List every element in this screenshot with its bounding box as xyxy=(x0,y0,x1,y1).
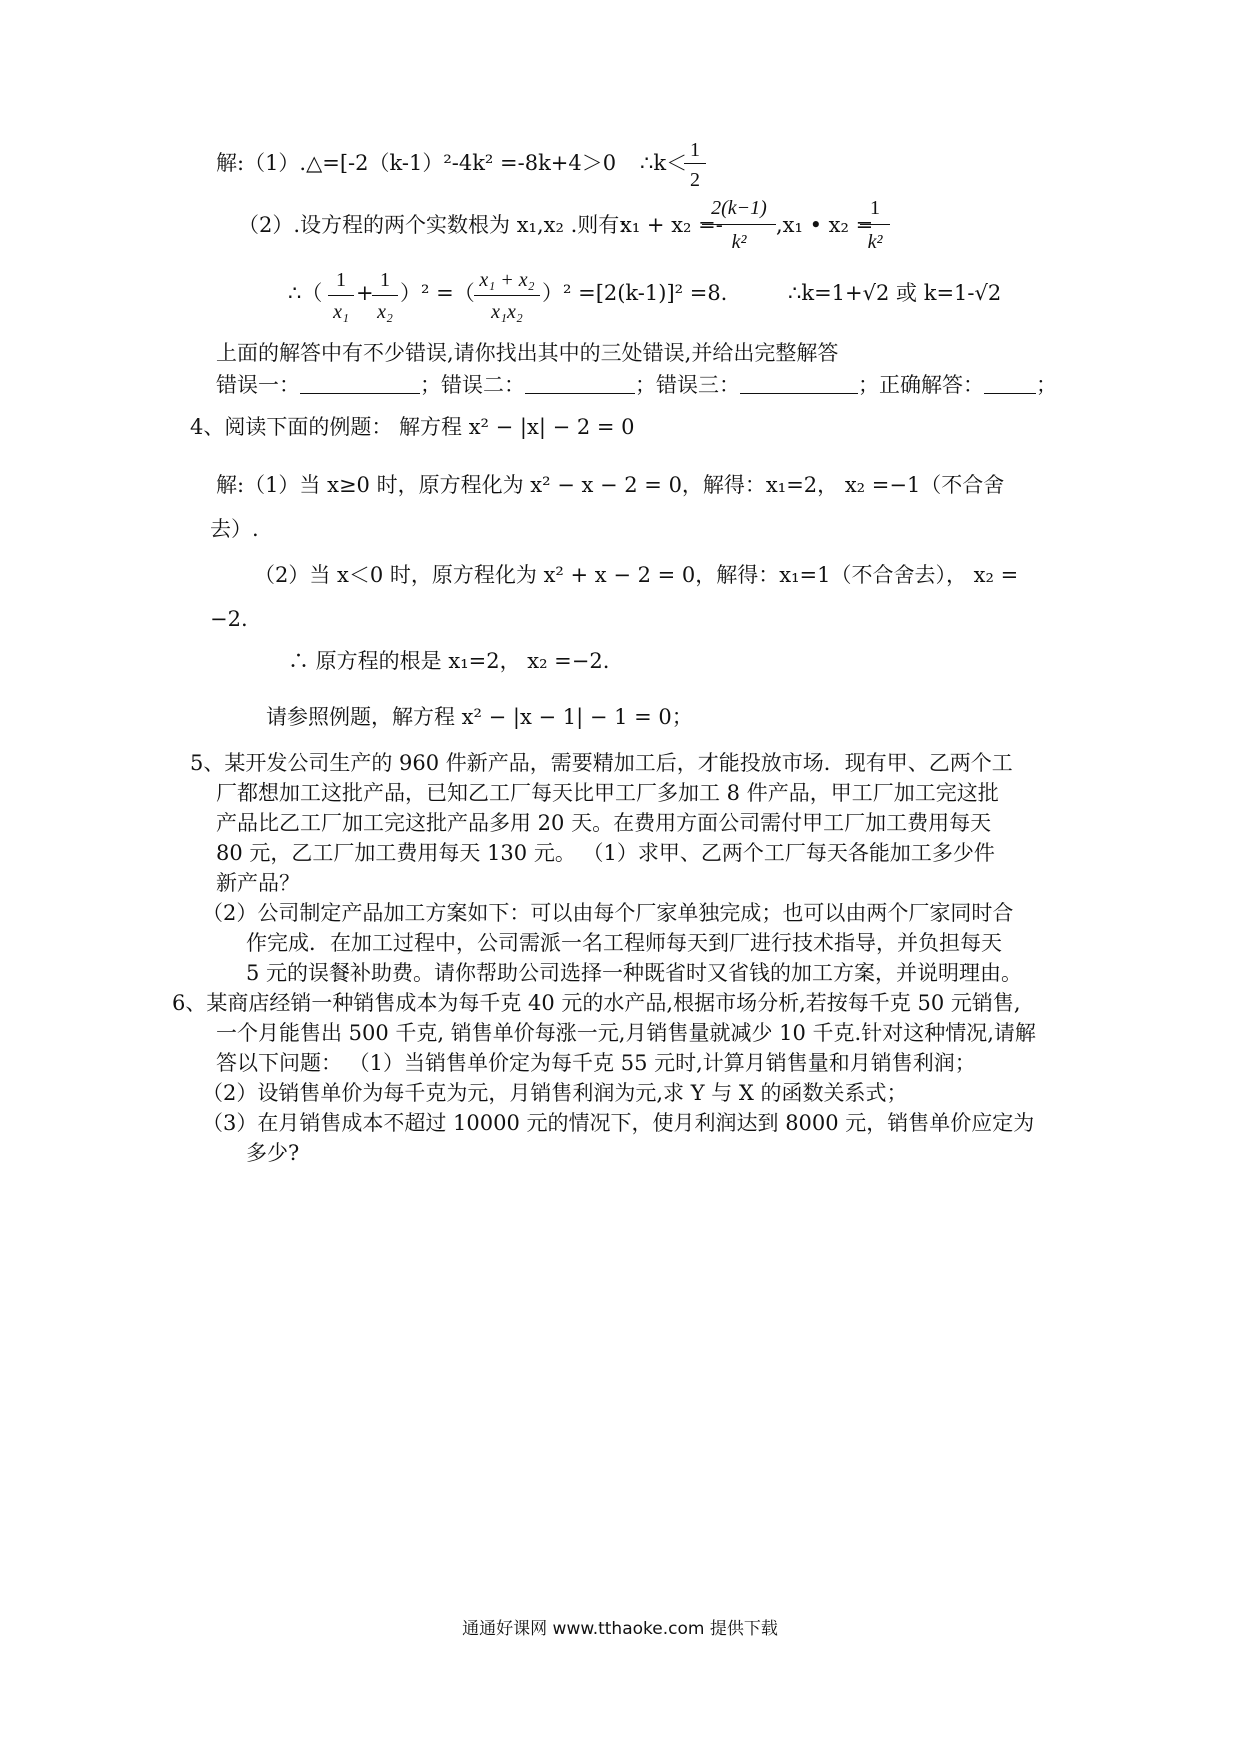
q5-line-1 xyxy=(190,748,1013,778)
q5-line-4 xyxy=(216,838,995,868)
roots-product-lhs-text: ,x₁ • x₂ = xyxy=(776,213,874,237)
half-fraction-numerator: 1 xyxy=(690,139,700,161)
q4-task-text: 请参照例题，解方程 x² − |x − 1| − 1 = 0； xyxy=(266,705,693,729)
q5-line-6-text: （2）公司制定产品加工方案如下：可以由每个厂家单独完成；也可以由两个厂家同时合 xyxy=(202,901,1014,925)
sum-fraction-bar xyxy=(702,224,776,225)
q4-title-text: 4、阅读下面的例题： 解方程 x² − |x| − 2 = 0 xyxy=(190,415,635,439)
q3-solution-line-1-text: 解:（1）.△=[-2（k-1）²-4k² =-8k+4＞0 xyxy=(216,151,617,175)
error-two-label: ；错误二： xyxy=(420,373,525,397)
q3-line-3-tail-text: ）² =[2(k-1)]² =8. xyxy=(542,281,728,305)
q5-line-8-text: 5 元的误餐补助费。请你帮助公司选择一种既省时又省钱的加工方案，并说明理由。 xyxy=(246,961,1023,985)
q6-line-2-text: 一个月能售出 500 千克, 销售单价每涨一元,月销售量就减少 10 千克.针对这种情况,请解 xyxy=(216,1021,1036,1045)
correct-answer-blank[interactable] xyxy=(984,373,1036,394)
page-footer: 通通好课网 www.tthaoke.com 提供下载 xyxy=(462,1619,778,1639)
q6-line-6 xyxy=(246,1138,299,1168)
sum-fraction-numerator: 2(k−1) xyxy=(711,197,767,219)
q4-solution-case-2-continued-text: −2. xyxy=(210,607,248,631)
frac-c-numerator: x₁ + x₂ xyxy=(479,269,535,291)
q6-line-5-text: （3）在月销售成本不超过 10000 元的情况下，使月利润达到 8000 元，销售单价应定为 xyxy=(202,1111,1035,1135)
frac-a-denominator: x₁ xyxy=(333,301,349,323)
q4-solution-case-1-continued xyxy=(210,514,259,544)
q6-line-3-text: 答以下问题： （1）当销售单价定为每千克 55 元时,计算月销售量和月销售利润； xyxy=(216,1051,976,1075)
q6-line-3 xyxy=(216,1048,976,1078)
roots-sum-lhs-text: x₁ + x₂ =- xyxy=(620,213,723,237)
q3-instruction-text: 上面的解答中有不少错误,请你找出其中的三处错误,并给出完整解答 xyxy=(216,341,839,365)
q3-line-3-tail xyxy=(542,278,727,308)
q4-solution-case-1 xyxy=(216,470,1004,500)
q3-line-3-therefore-text: ∴（ xyxy=(288,281,323,305)
q4-title xyxy=(190,412,635,442)
product-fraction-numerator: 1 xyxy=(870,197,880,219)
q6-line-6-text: 多少? xyxy=(246,1141,300,1165)
frac-c-bar xyxy=(474,295,540,296)
frac-c-denominator: x₁x₂ xyxy=(491,301,523,323)
q5-line-1-text: 5、某开发公司生产的 960 件新产品，需要精加工后，才能投放市场．现有甲、乙两个工 xyxy=(190,751,1013,775)
q5-line-4-text: 80 元，乙工厂加工费用每天 130 元。 （1）求甲、乙两个工厂每天各能加工多少件 xyxy=(216,841,995,865)
q4-solution-case-1-continued-text: 去）. xyxy=(210,517,259,541)
q4-conclusion xyxy=(288,646,609,676)
frac-a-numerator: 1 xyxy=(336,269,346,291)
q4-solution-case-2-continued xyxy=(210,604,248,634)
sum-fraction-denominator: k² xyxy=(731,231,747,253)
q5-line-8 xyxy=(246,958,1022,988)
q5-line-2-text: 厂都想加工这批产品，已知乙工厂每天比甲工厂多加工 8 件产品，甲工厂加工完这批 xyxy=(216,781,999,805)
line-end-mark: ； xyxy=(1036,373,1057,397)
error-one-label: 错误一： xyxy=(216,373,300,397)
frac-plus-sign-text: + xyxy=(356,281,374,305)
q5-line-3-text: 产品比乙工厂加工完这批产品多用 20 天。在费用方面公司需付甲工厂加工费用每天 xyxy=(216,811,992,835)
q3-line-3-mid xyxy=(400,278,475,308)
q4-task xyxy=(266,702,693,732)
error-three-label: ；错误三： xyxy=(635,373,740,397)
q3-line-3-therefore xyxy=(288,278,322,308)
q3-line-3-mid-text: ）² =（ xyxy=(400,281,475,305)
error-one-blank[interactable] xyxy=(300,373,420,394)
q4-solution-case-2-text: （2）当 x＜0 时，原方程化为 x² + x − 2 = 0，解得：x₁=1（不合舍去）， x₂ = xyxy=(254,563,1019,587)
q6-line-4 xyxy=(202,1078,908,1108)
q5-line-6 xyxy=(202,898,1013,928)
product-fraction-bar xyxy=(860,224,890,225)
q3-solution-line-1 xyxy=(216,148,616,178)
q5-line-3 xyxy=(216,808,991,838)
q6-line-1 xyxy=(172,988,1021,1018)
product-fraction-denominator: k² xyxy=(867,231,883,253)
correct-answer-label: ；正确解答： xyxy=(858,373,984,397)
q5-line-5 xyxy=(216,868,300,898)
frac-plus-sign xyxy=(356,278,374,308)
q3-k-conclusion xyxy=(640,148,687,178)
q3-solution-line-2-text: （2）.设方程的两个实数根为 x₁,x₂ .则有: xyxy=(238,213,627,237)
half-fraction-bar xyxy=(684,163,706,164)
q3-k-result xyxy=(788,278,1001,308)
frac-b-numerator: 1 xyxy=(380,269,390,291)
frac-a-bar xyxy=(328,295,354,296)
q4-solution-case-2 xyxy=(254,560,1018,590)
half-fraction-denominator: 2 xyxy=(690,169,700,191)
q5-line-2 xyxy=(216,778,999,808)
q4-solution-case-1-text: 解:（1）当 x≥0 时，原方程化为 x² − x − 2 = 0，解得：x₁=2， x₂ =−1（不合舍 xyxy=(216,473,1005,497)
q6-line-4-text: （2）设销售单价为每千克为元，月销售利润为元,求 Y 与 X 的函数关系式； xyxy=(202,1081,908,1105)
q3-k-conclusion-text: ∴k＜ xyxy=(640,151,688,175)
q3-error-blanks xyxy=(216,370,1057,400)
q3-solution-line-2 xyxy=(238,210,626,240)
frac-b-denominator: x₂ xyxy=(377,301,393,323)
error-two-blank[interactable] xyxy=(525,373,635,394)
frac-b-bar xyxy=(372,295,398,296)
q3-k-result-text: ∴k=1+√2 或 k=1-√2 xyxy=(788,281,1002,305)
q5-line-5-text: 新产品？ xyxy=(216,871,300,895)
q6-line-1-text: 6、某商店经销一种销售成本为每千克 40 元的水产品,根据市场分析,若按每千克 50 元销售, xyxy=(172,991,1021,1015)
error-three-blank[interactable] xyxy=(740,373,858,394)
q5-line-7-text: 作完成．在加工过程中，公司需派一名工程师每天到厂进行技术指导，并负担每天 xyxy=(246,931,1002,955)
q5-line-7 xyxy=(246,928,1002,958)
q4-conclusion-text: ∴ 原方程的根是 x₁=2， x₂ =−2. xyxy=(288,649,610,673)
roots-product-lhs xyxy=(776,210,873,240)
q3-instruction xyxy=(216,338,838,368)
q6-line-2 xyxy=(216,1018,1036,1048)
q6-line-5 xyxy=(202,1108,1034,1138)
